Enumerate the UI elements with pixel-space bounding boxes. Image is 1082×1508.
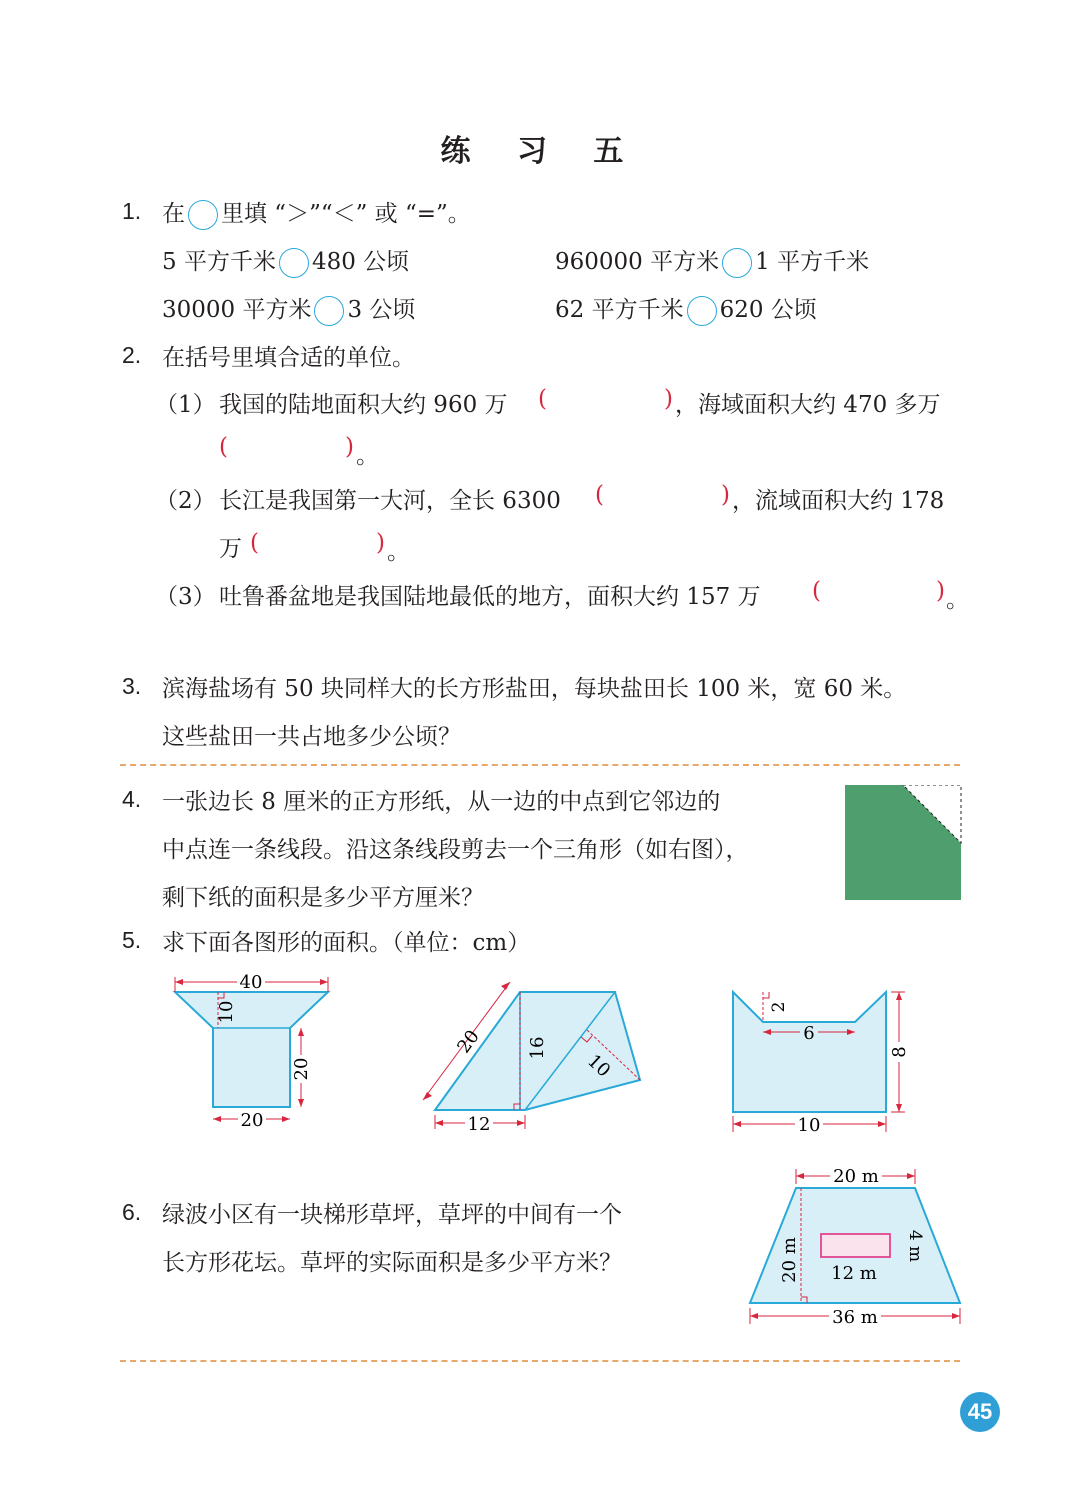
period: 。: [387, 539, 410, 565]
divider: [120, 764, 960, 766]
q1-item-right: 480 公顷: [311, 249, 410, 275]
q4-number: 4.: [122, 786, 142, 812]
period: 。: [356, 443, 379, 469]
q1-item-left: 30000 平方米: [162, 297, 312, 323]
q5-number: 5.: [122, 927, 142, 953]
q4-line3: 剩下纸的面积是多少平方厘米？: [162, 885, 484, 911]
open-paren: (: [595, 482, 604, 508]
lawn-bottom-label: 36 m: [832, 1307, 878, 1328]
figure-t-shape: [165, 965, 345, 1135]
q1-item-2: [555, 243, 869, 278]
q2-number: 2.: [122, 342, 142, 368]
q2-part2-text-b: ，流域面积大约 178: [732, 488, 945, 514]
q1-number: 1.: [122, 198, 142, 224]
q2-part2-text-c: 万: [219, 536, 242, 562]
open-paren: (: [538, 386, 547, 412]
q1-item-right: 3 公顷: [347, 297, 416, 323]
q3-line1: 滨海盐场有 50 块同样大的长方形盐田，每块盐田长 100 米，宽 60 米。: [162, 676, 907, 702]
fig3-height-label: 8: [889, 1046, 910, 1058]
fig2-slant-label: 20: [453, 1026, 484, 1058]
q2-part3-label: （3）: [155, 584, 216, 610]
q6-line1: 绿波小区有一块梯形草坪，草坪的中间有一个: [162, 1202, 622, 1228]
fig1-h1-label: 10: [216, 1000, 237, 1024]
q1-item-4: [555, 291, 817, 326]
q2-part2-text-a: 长江是我国第一大河，全长 6300: [219, 488, 561, 514]
answer-circle[interactable]: [722, 248, 752, 278]
period: 。: [946, 587, 969, 613]
open-paren: (: [219, 434, 228, 460]
close-paren: ): [664, 386, 673, 412]
q2-part1-text-b: ，海域面积大约 470 多万: [675, 392, 941, 418]
cut-square-figure: [845, 785, 962, 901]
q1-prompt: [162, 195, 471, 230]
q2-part1-text-a: 我国的陆地面积大约 960 万: [219, 392, 508, 418]
fig1-h2-label: 20: [291, 1057, 312, 1081]
fig3-notch-label: 2: [769, 1001, 789, 1013]
page-number: 45: [960, 1392, 1000, 1432]
figure-triangles: [415, 975, 650, 1140]
flowerbed-width-label: 12 m: [831, 1263, 877, 1284]
q2-part3-text: 吐鲁番盆地是我国陆地最低的地方，面积大约 157 万: [219, 584, 761, 610]
q2-part2-label: （2）: [155, 488, 216, 514]
q1-item-1: [162, 243, 409, 278]
answer-circle[interactable]: [314, 296, 344, 326]
q1-prompt-a: 在: [162, 201, 185, 227]
divider: [120, 1360, 960, 1362]
q2-part1-label: （1）: [155, 392, 216, 418]
q6-number: 6.: [122, 1199, 142, 1225]
figure-trapezoid-lawn: [740, 1160, 970, 1330]
q1-item-left: 5 平方千米: [162, 249, 276, 275]
fig3-inner-label: 6: [803, 1023, 815, 1044]
fig1-bottom-label: 20: [240, 1110, 264, 1131]
close-paren: ): [376, 530, 385, 556]
q1-item-left: 960000 平方米: [555, 249, 720, 275]
figure-notched-rect: [725, 980, 920, 1145]
lawn-height-label: 20 m: [779, 1237, 800, 1283]
q5-prompt: 求下面各图形的面积。（单位：cm）: [162, 930, 531, 956]
q1-prompt-b: 里填 “＞”“＜” 或 “=”。: [221, 201, 471, 227]
q3-number: 3.: [122, 673, 142, 699]
flowerbed-height-label: 4 m: [905, 1229, 925, 1263]
answer-circle[interactable]: [687, 296, 717, 326]
q4-line2: 中点连一条线段。沿这条线段剪去一个三角形（如右图），: [162, 837, 749, 863]
q1-item-right: 1 平方千米: [755, 249, 870, 275]
close-paren: ): [936, 578, 945, 604]
page-title: 练 习 五: [440, 134, 642, 169]
fig2-alt-label: 10: [583, 1050, 615, 1082]
q3-line2: 这些盐田一共占地多少公顷？: [162, 724, 461, 750]
q4-line1: 一张边长 8 厘米的正方形纸，从一边的中点到它邻边的: [162, 789, 721, 815]
fig1-top-label: 40: [239, 972, 263, 993]
q1-item-3: [162, 291, 415, 326]
fig3-base-label: 10: [797, 1115, 821, 1136]
fig2-base-label: 12: [467, 1114, 491, 1135]
lawn-top-label: 20 m: [833, 1166, 879, 1187]
fig2-height-label: 16: [527, 1036, 548, 1060]
close-paren: ): [345, 434, 354, 460]
q2-prompt: 在括号里填合适的单位。: [162, 345, 415, 371]
q1-item-left: 62 平方千米: [555, 297, 684, 323]
close-paren: ): [721, 482, 730, 508]
q1-item-right: 620 公顷: [719, 297, 817, 323]
q6-line2: 长方形花坛。草坪的实际面积是多少平方米？: [162, 1250, 622, 1276]
answer-circle[interactable]: [279, 248, 309, 278]
open-paren: (: [812, 578, 821, 604]
circle-icon: [188, 200, 218, 230]
open-paren: (: [250, 530, 259, 556]
